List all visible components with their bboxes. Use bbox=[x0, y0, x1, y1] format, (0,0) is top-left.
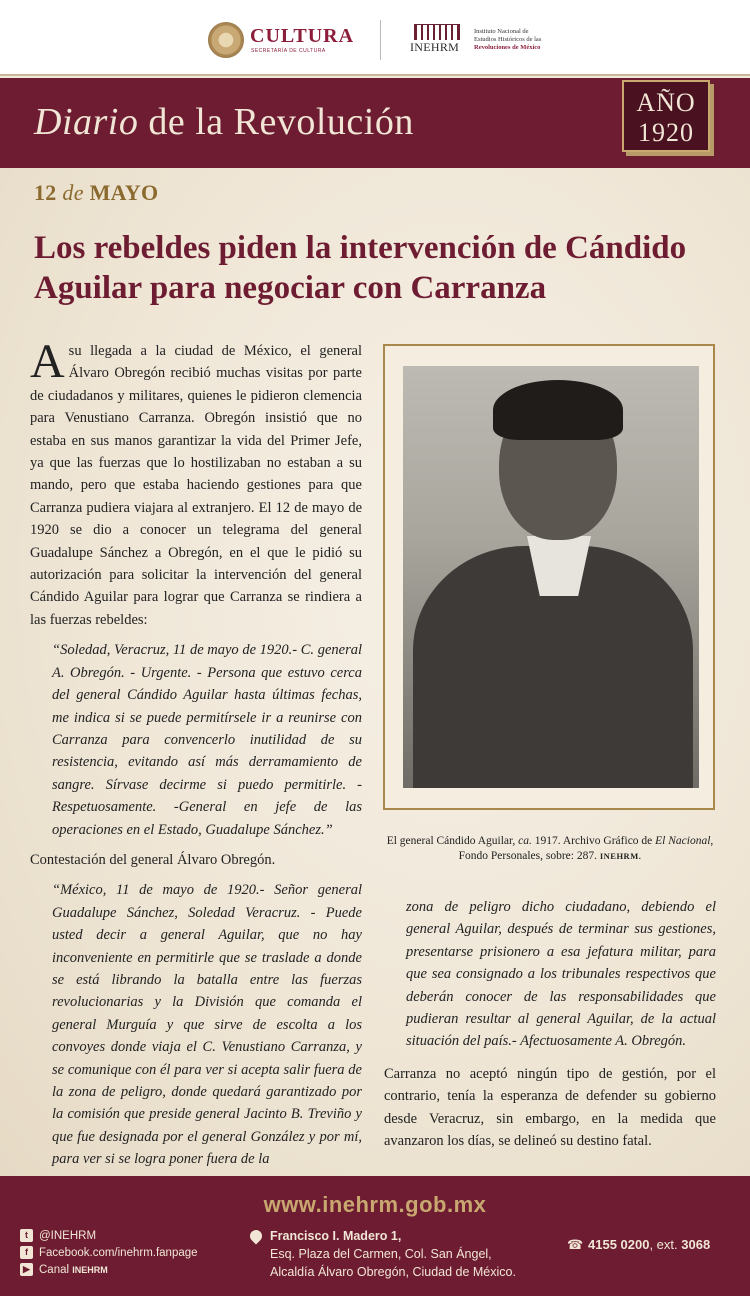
publication-title bbox=[34, 100, 414, 144]
right-column bbox=[384, 896, 716, 1162]
intro-text: su llegada a la ciudad de México, el general Álvaro Obregón recibió muchas visitas por parte de ciudadanos y militares, quienes le pidieron clemencia para Venustiano Carranza. Obregón insistió que no estaba en sus manos garantizar la vida del Primer Jefe, ya que las fuerzas que lo hostilizaban no estaban a su mando, pero que estaba haciendo gestiones para que Carranza pudiera viajara al extranjero. El 12 de mayo de 1920 se dio a conocer un telegrama del general Guadalupe Sánchez a Obregón, en el que le pidió su autorización para solicitar la intervención del general Cándido Aguilar para lograr que Carranza se rindiera a las fuerzas rebeldes: bbox=[30, 343, 362, 628]
twitter-handle: @INEHRM bbox=[39, 1229, 97, 1242]
caption-part-1: El general Cándido Aguilar, bbox=[386, 835, 519, 847]
address-line-1: Francisco I. Madero 1, bbox=[270, 1229, 402, 1243]
telegram-quote-2-part-2: zona de peligro dicho ciudadano, debiendo el general Aguilar, después de terminar sus gestiones, presentarse prisionero a esa jefatura militar, para que sea consignado a los tribunales respectivos que deberán conocer de las responsabilidades que pudieran resultar al general Aguilar, de la actual situación del país.- Afectuosamente A. Obregón. bbox=[406, 899, 716, 1050]
telegram-quote-1: “Soledad, Veracruz, 11 de mayo de 1920.- C. general A. Obregón. - Urgente. - Persona que estuvo cerca del general Cándido Aguilar hasta últimas fechas, me indica si se puede permitírsele ir a reunirse con Carranza para convencerlo inutilidad de su resistencia, evitando así más derramamiento de sangre. Sírvase decirme si puedo permitirle. - Respetuosamente. -General en jefe de las operaciones en el Estado, Guadalupe Sánchez.” bbox=[52, 642, 362, 838]
address bbox=[270, 1227, 560, 1281]
caption-part-3: , bbox=[710, 835, 714, 847]
mexico-seal-icon bbox=[208, 22, 244, 58]
phone-icon: ☎ bbox=[567, 1238, 584, 1253]
twitter-link[interactable] bbox=[20, 1229, 96, 1242]
date-de: de bbox=[56, 180, 90, 205]
telegram-quote-2-part-1: “México, 11 de mayo de 1920.- Señor general Guadalupe Sánchez, Soledad Veracruz. - Puede usted decir a general Aguilar, que no hay inconveniente en permitirle que se traslade a donde se está librando la batalla entre las fuerzas revolucionarias y la División que comanda el general Murguía y que sirve de escolta a los convoyes donde viaja el C. Venustiano Carranza, y se comunique con él para ver si acepta salir fuera de la zona de peligro, donde quedará garantizado por la comisión que preside general Jacinto B. Treviño y que fue designada por el general González y por mí, para ver si se logra poner fuera de la bbox=[52, 882, 362, 1168]
left-column bbox=[30, 335, 362, 1179]
year-label: AÑO bbox=[636, 88, 696, 117]
title-italic: Diario bbox=[34, 101, 139, 143]
website-link[interactable]: www.inehrm.gob.mx bbox=[263, 1192, 487, 1217]
phone-ext: 3068 bbox=[681, 1237, 711, 1252]
cultura-logo-text: CULTURA bbox=[250, 25, 355, 47]
year-value: 1920 bbox=[638, 118, 694, 147]
address-line-3: Alcaldía Álvaro Obregón, Ciudad de México. bbox=[270, 1265, 516, 1279]
photo-hair bbox=[493, 380, 623, 440]
article-headline: Los rebeldes piden la intervención de Cándido Aguilar para negociar con Carranza bbox=[34, 230, 687, 306]
secretaria-text: SECRETARÍA DE CULTURA bbox=[251, 48, 326, 54]
facebook-icon: f bbox=[20, 1246, 33, 1259]
photo-frame bbox=[383, 344, 715, 810]
youtube-channel bbox=[39, 1264, 108, 1276]
date-day: 12 bbox=[34, 180, 57, 205]
institute-name bbox=[474, 28, 554, 52]
article-date bbox=[34, 180, 158, 206]
phone-sep: , ext. bbox=[649, 1237, 682, 1252]
inst-line-2: Estudios Históricos de las bbox=[474, 36, 542, 43]
caption-ca: ca. bbox=[518, 835, 532, 847]
portrait-photo bbox=[403, 366, 699, 788]
photo-caption bbox=[380, 834, 720, 864]
caption-nacional: El Nacional bbox=[655, 835, 711, 847]
building-icon bbox=[414, 24, 460, 40]
paragraph-intro bbox=[30, 335, 362, 631]
youtube-link[interactable] bbox=[20, 1263, 108, 1276]
youtube-name: INEHRM bbox=[72, 1264, 108, 1275]
inst-line-1: Instituto Nacional de bbox=[474, 28, 529, 35]
phone-main: 4155 0200 bbox=[588, 1237, 650, 1252]
caption-part-4: Fondo Personales, sobre: 287. bbox=[458, 850, 600, 862]
title-rest: de la Revolución bbox=[138, 101, 414, 143]
closing-paragraph: Carranza no aceptó ningún tipo de gestión, por el contrario, tenía la esperanza de defender su gobierno desde Veracruz, sin embargo, en la medida que avanzaron los días, se delineó su destino fatal. bbox=[384, 1065, 716, 1150]
facebook-link[interactable] bbox=[20, 1246, 198, 1259]
top-header bbox=[0, 0, 750, 76]
header-divider bbox=[380, 20, 381, 60]
inst-line-3: Revoluciones de México bbox=[474, 44, 541, 51]
date-month: MAYO bbox=[89, 180, 159, 205]
youtube-icon: ▶ bbox=[20, 1263, 33, 1276]
reply-heading: Contestación del general Álvaro Obregón. bbox=[30, 851, 276, 868]
drop-cap: A bbox=[30, 335, 65, 388]
caption-part-2: 1917. Archivo Gráfico de bbox=[531, 835, 656, 847]
twitter-icon: t bbox=[20, 1229, 33, 1242]
year-badge bbox=[622, 80, 710, 152]
address-line-2: Esq. Plaza del Carmen, Col. San Ángel, bbox=[270, 1247, 492, 1261]
caption-inehrm: INEHRM. bbox=[599, 851, 642, 861]
youtube-pre: Canal bbox=[39, 1263, 73, 1276]
phone-number[interactable] bbox=[588, 1237, 710, 1252]
facebook-url: Facebook.com/inehrm.fanpage bbox=[39, 1246, 198, 1259]
inehrm-logo-text: INEHRM bbox=[410, 40, 460, 54]
